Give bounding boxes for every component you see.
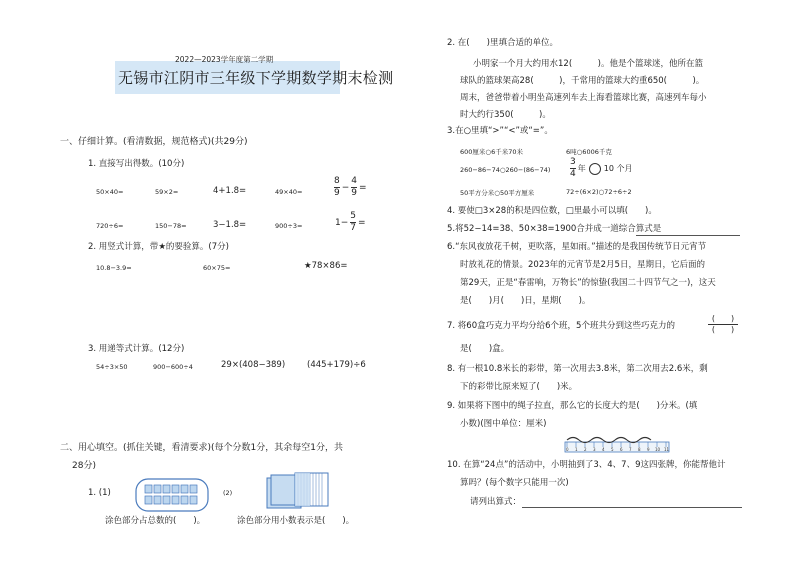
r-q9-line2: 小数)(图中单位：厘米) <box>460 419 547 429</box>
q3-item: 54÷3×50 <box>96 363 128 371</box>
q1-item: 900÷3= <box>275 222 303 230</box>
r-q7-line2: 是( )盒。 <box>460 344 510 354</box>
r-q4: 4. 要使□3×28的积是四位数，□里最小可以填( )。 <box>447 206 657 216</box>
r-q2-line3: 周末，爸爸带着小明坐高速列车去上海看篮球比赛，高速列车每小 <box>460 93 707 103</box>
q3-title: 3. 用递等式计算。(12分) <box>88 344 185 354</box>
r-q8-line1: 8. 有一根10.8米长的彩带，第一次用去3.8米，第二次用去2.6米，剩 <box>447 364 708 374</box>
compare-circle[interactable] <box>589 163 601 175</box>
q3-item: 29×(408−389) <box>221 360 286 370</box>
r-q3-c: 260−86−74○260−(86−74) <box>460 166 551 174</box>
r-q6-line3: 第29天，正是“春雷响，万物长”的惊蛰(我国二十四节气之一)，这天 <box>460 278 716 288</box>
q1-fraction-item: $\frac{8}{9}$ − $\frac{4}{9}$ = <box>334 176 367 198</box>
r-q10-line1: 10. 在算“24点”的活动中，小明抽到了3、4、7、9这四张牌，你能帮他计 <box>447 460 726 470</box>
r-q5: 5.将52−14=38、50×38=1900合并成一道综合算式是 <box>447 224 662 234</box>
q1-item: 720÷6= <box>96 222 124 230</box>
q1-item: 3−1.8= <box>213 220 247 230</box>
ruler-labels: 0 1 2 3 4 5 6 7 8 9 10 11 <box>566 447 670 452</box>
r-q3-f: 72÷(6×2)○72÷6÷2 <box>566 188 632 196</box>
answer-line[interactable] <box>522 507 742 508</box>
q2-item: 60×75= <box>203 264 231 272</box>
q1-item: 50×40= <box>96 188 124 196</box>
q1-item: 59×2= <box>155 188 179 196</box>
section2-title-cont: 28分) <box>72 461 96 471</box>
q2-title: 2. 用竖式计算，带★的要验算。(7分) <box>88 242 229 252</box>
q1-item: 4+1.8= <box>213 186 247 196</box>
r-q2-line1: 小明家一个月大约用水12( )。他是个篮球迷，他所在篮 <box>473 59 703 69</box>
q1-title: 1. 直接写出得数。(10分) <box>88 159 185 169</box>
r-q3-b: 6吨○6006千克 <box>566 148 612 156</box>
r-q3-e: 50平方分米○50平方厘米 <box>460 189 535 197</box>
r-q6-line2: 时放礼花的情景。2023年的元宵节是2月5日，星期日，它后面的 <box>460 260 705 270</box>
r-q3-title: 3.在○里填“>”“<”或“=”。 <box>447 126 553 136</box>
q1-2-label: (2) <box>223 489 233 497</box>
r-q2-line2: 球队的篮球架高28( )，千常用的篮球大约重650( )。 <box>460 76 705 86</box>
q1-item: 49×40= <box>275 188 303 196</box>
q1-caption-2: 涂色部分用小数表示是( )。 <box>237 516 355 526</box>
answer-line[interactable] <box>636 235 740 236</box>
r-q8-line2: 下的彩带比原来短了( )米。 <box>460 382 578 392</box>
decimal-square-figure <box>265 470 331 510</box>
r-q10-line3: 请列出算式： <box>470 497 522 507</box>
q1-1-label: 1. (1) <box>88 488 111 498</box>
section2-title: 二、用心填空。(抓住关键，看清要求)(每个分数1分，其余每空1分，共 <box>60 443 343 453</box>
r-q6-line4: 是( )月( )日，星期( )。 <box>460 296 591 306</box>
fraction-blank[interactable]: ( ) ( ) <box>708 315 738 334</box>
r-q9-line1: 9. 如果将下图中的绳子拉直，那么它的长度大约是( )分米。(填 <box>447 401 698 411</box>
r-q6-line1: 6.“东风夜放花千树，更吹落，星如雨。”描述的是我国传统节日元宵节 <box>447 242 707 252</box>
r-q7-line1: 7. 将60盒巧克力平均分给6个班，5个班共分到这些巧克力的 <box>447 321 675 331</box>
q1-caption-1: 涂色部分占总数的( )。 <box>105 516 206 526</box>
shaded-grid-figure <box>135 478 209 512</box>
q2-item: ★78×86= <box>304 261 348 271</box>
q3-item: 900−600÷4 <box>153 363 193 371</box>
r-q2-line4: 时大约行350( )。 <box>460 110 551 120</box>
q3-item: (445+179)÷6 <box>307 360 366 370</box>
r-q3-d: $\frac{3}{4}$ 年 10 个月 <box>570 157 633 179</box>
r-q2-title: 2. 在( )里填合适的单位。 <box>447 38 558 48</box>
q1-item: 150−78= <box>155 222 187 230</box>
section1-title: 一、仔细计算。(看清数据，规范格式)(共29分) <box>60 137 248 147</box>
page-title: 无锡市江阴市三年级下学期数学期末检测 <box>118 69 394 87</box>
r-q3-a: 600厘米○6千米70米 <box>460 148 523 156</box>
r-q10-line2: 算吗？(每个数字只能用一次) <box>460 478 569 488</box>
q2-item: 10.8−3.9= <box>96 264 132 272</box>
school-year: 2022—2023学年度第二学期 <box>175 55 274 64</box>
q1-fraction-item: 1− $\frac{5}{7}$ = <box>335 211 366 233</box>
